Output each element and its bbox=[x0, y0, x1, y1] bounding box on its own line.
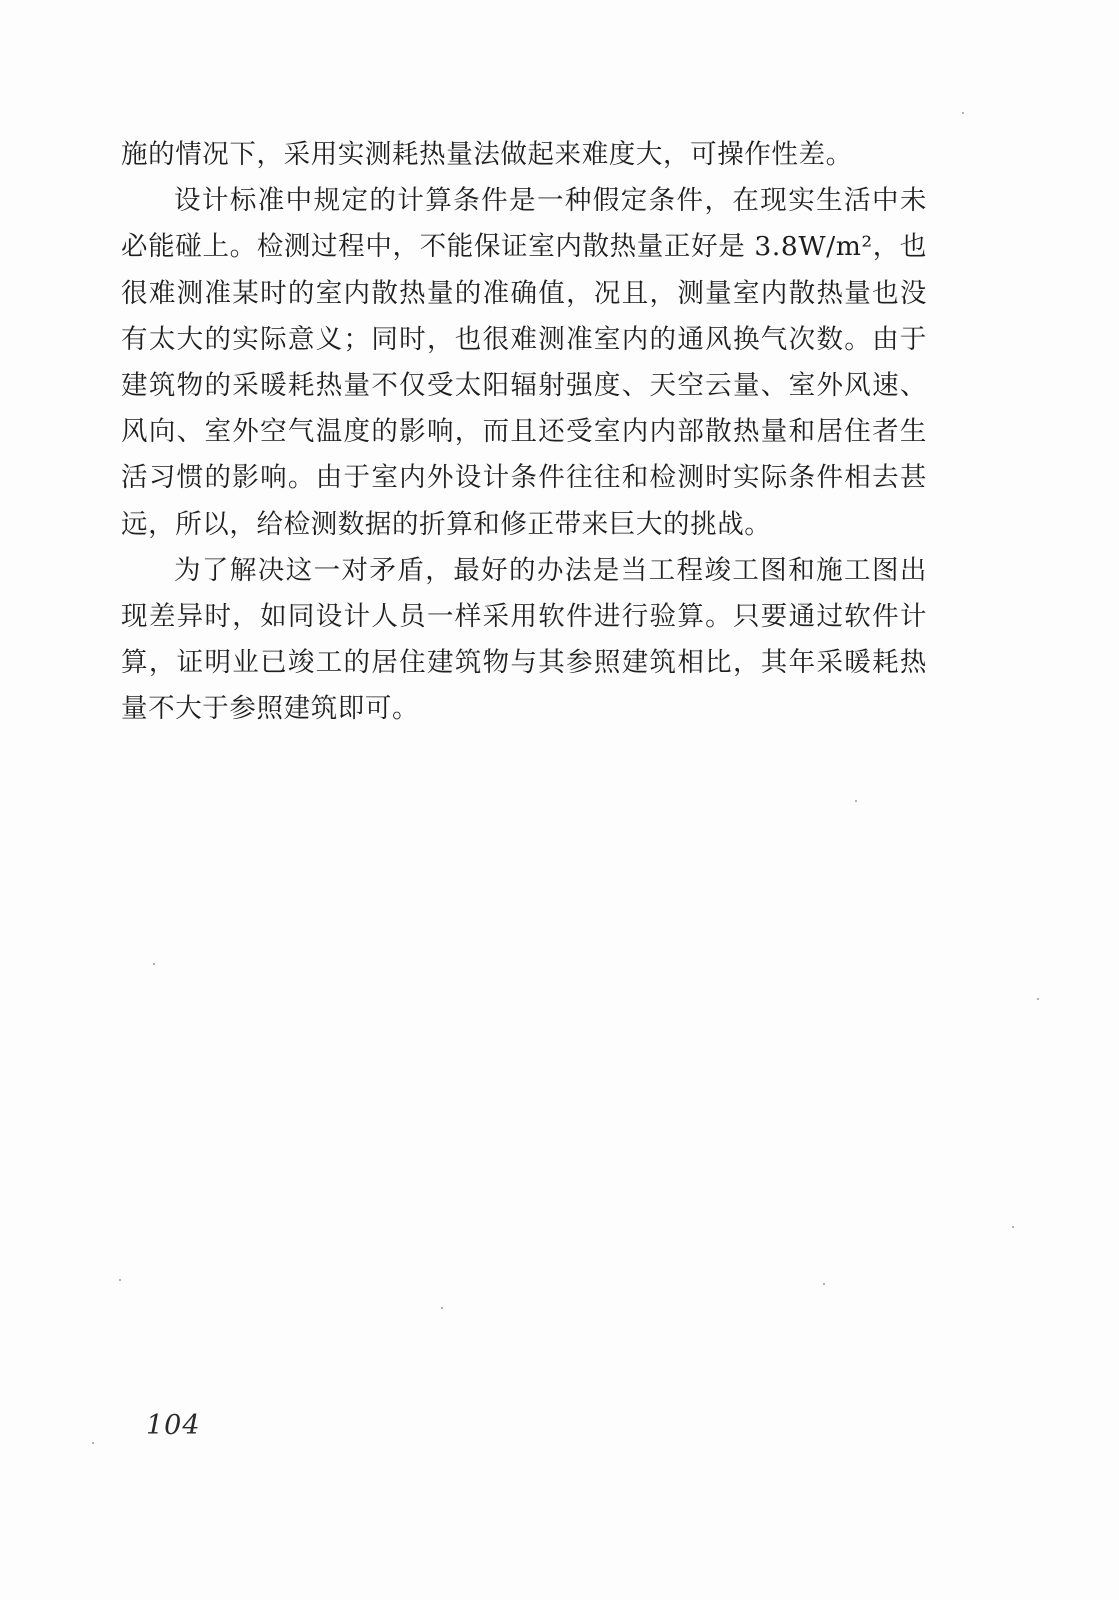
scan-speck bbox=[1012, 1226, 1014, 1228]
scan-speck bbox=[92, 1442, 94, 1444]
scan-speck bbox=[153, 963, 155, 965]
paragraph-software-verification: 为了解决这一对矛盾，最好的办法是当工程竣工图和施工图出现差异时，如同设计人员一样采用软件进行验算。只要通过软件计算，证明业已竣工的居住建筑物与其参照建筑相比，其年采暖耗热量不大于参照建筑即可。 bbox=[121, 554, 927, 725]
page-number: 104 bbox=[146, 1410, 201, 1441]
scan-speck bbox=[823, 1283, 825, 1285]
scan-speck bbox=[855, 800, 857, 802]
scan-speck bbox=[119, 1279, 121, 1281]
scan-speck bbox=[441, 1307, 443, 1309]
scan-speck bbox=[962, 112, 964, 114]
body-text bbox=[121, 132, 927, 733]
paragraph-calculation-conditions: 设计标准中规定的计算条件是一种假定条件，在现实生活中未必能碰上。检测过程中，不能保证室内散热量正好是 3.8W/m²，也很难测准某时的室内散热量的准确值，况且，测量室内散热量也没有太大的实际意义；同时，也很难测准室内的通风换气次数。由于建筑物的采暖耗热量不仅受太阳辐射强度、天空云量、室外风速、风向、室外空气温度的影响，而且还受室内内部散热量和居住者生活习惯的影响。由于室内外设计条件往往和检测时实际条件相去甚远，所以，给检测数据的折算和修正带来巨大的挑战。 bbox=[121, 185, 927, 540]
paragraph-continued: 施的情况下，采用实测耗热量法做起来难度大，可操作性差。 bbox=[121, 139, 853, 170]
scan-speck bbox=[1037, 998, 1039, 1000]
